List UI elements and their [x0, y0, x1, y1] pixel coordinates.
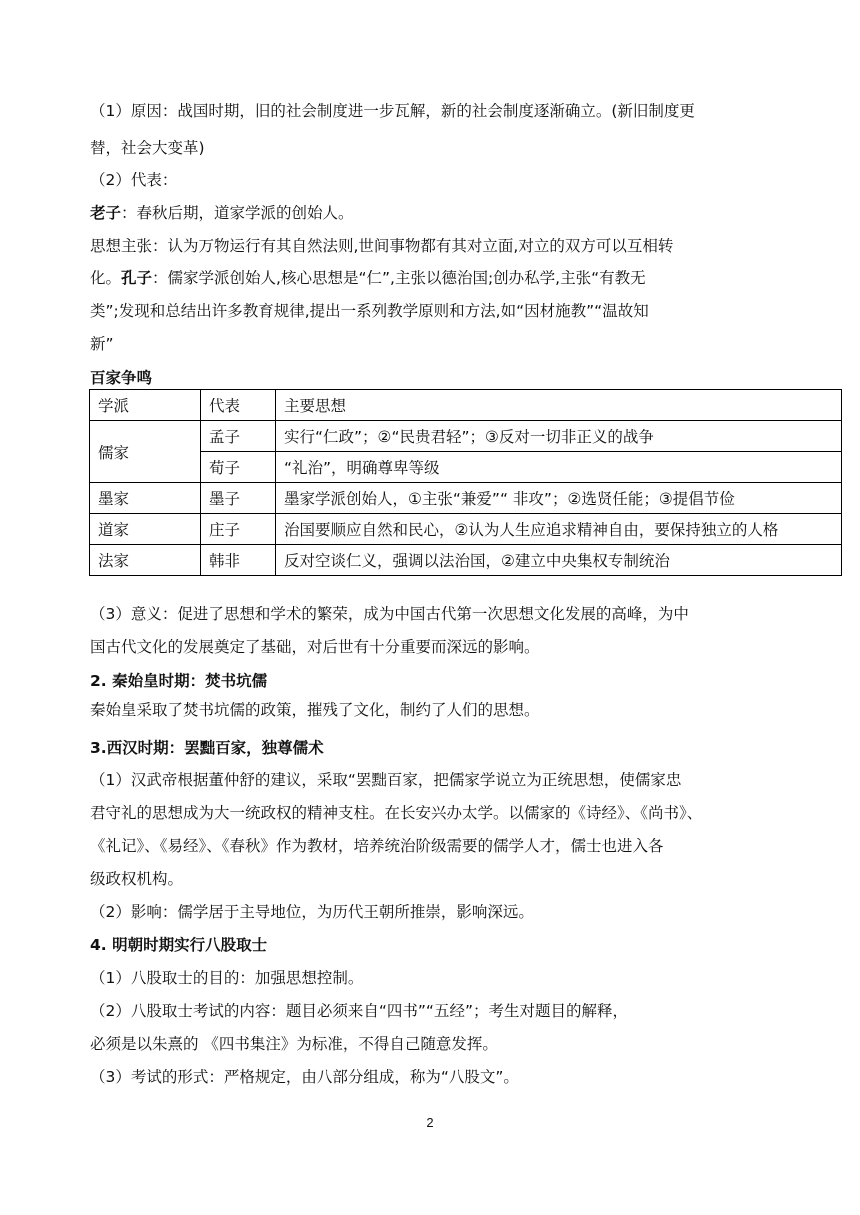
reason-line-1: （1）原因：战国时期，旧的社会制度进一步瓦解，新的社会制度逐渐确立。(新旧制度更: [90, 102, 695, 120]
schools-table: [89, 389, 842, 576]
idea-cell: “礼治”，明确尊卑等级: [276, 452, 842, 483]
laozi-text: ：春秋后期，道家学派的创始人。: [121, 204, 354, 222]
thought-line-1: 思想主张：认为万物运行有其自然法则,世间事物都有其对立面,对立的双方可以互相转: [90, 237, 674, 255]
han-heading: 3.西汉时期：罢黜百家，独尊儒术: [90, 739, 324, 757]
han-impact: （2）影响：儒学居于主导地位，为历代王朝所推崇，影响深远。: [90, 903, 534, 921]
laozi-name: 老子: [90, 204, 122, 222]
table-row: [90, 421, 842, 452]
laozi-line: [90, 203, 354, 223]
school-cell: 墨家: [90, 483, 201, 514]
thought-line-4: 新”: [90, 335, 114, 353]
idea-cell: 治国要顺应自然和民心，②认为人生应追求精神自由，要保持独立的人格: [276, 514, 842, 545]
header-school: 学派: [90, 390, 201, 421]
han-line-4: 级政权机构。: [90, 870, 184, 888]
thought-prefix: 化。: [90, 269, 122, 287]
kongzi-name: 孔子: [121, 269, 153, 287]
ming-form: （3）考试的形式：严格规定，由八部分组成，称为“八股文”。: [90, 1068, 519, 1086]
han-line-3: 《礼记》、《易经》、《春秋》作为教材，培养统治阶级需要的儒学人才，儒士也进入各: [90, 837, 664, 855]
rep-cell: 庄子: [201, 514, 276, 545]
rep-cell: 墨子: [201, 483, 276, 514]
ming-heading: 4. 明朝时期实行八股取士: [90, 936, 268, 954]
thought-line-2: [90, 268, 646, 288]
idea-cell: 反对空谈仁义，强调以法治国，②建立中央集权专制统治: [276, 545, 842, 576]
table-header-row: [90, 390, 842, 421]
idea-cell: 实行“仁政”；②“民贵君轻”；③反对一切非正义的战争: [276, 421, 842, 452]
table-row: [90, 483, 842, 514]
ming-content-1: （2）八股取士考试的内容：题目必须来自“四书”“五经”；考生对题目的解释，: [90, 1002, 628, 1020]
significance-line-1: （3）意义：促进了思想和学术的繁荣，成为中国古代第一次思想文化发展的高峰，为中: [90, 605, 689, 623]
school-cell: 儒家: [90, 421, 201, 483]
header-rep: 代表: [201, 390, 276, 421]
rep-cell: 韩非: [201, 545, 276, 576]
han-line-2: 君守礼的思想成为大一统政权的精神支柱。在长安兴办太学。以儒家的《诗经》、《尚书》、: [90, 804, 703, 822]
idea-cell: 墨家学派创始人，①主张“兼爱”“ 非攻”；②选贤任能；③提倡节俭: [276, 483, 842, 514]
qin-text: 秦始皇采取了焚书坑儒的政策，摧残了文化，制约了人们的思想。: [90, 701, 540, 719]
school-cell: 道家: [90, 514, 201, 545]
table-row: [90, 545, 842, 576]
page-number: 2: [426, 1115, 434, 1130]
school-cell: 法家: [90, 545, 201, 576]
ming-content-2: 必须是以朱熹的 《四书集注》为标准，不得自己随意发挥。: [90, 1035, 498, 1053]
qin-heading: 2. 秦始皇时期：焚书坑儒: [90, 672, 268, 690]
rep-cell: 荀子: [201, 452, 276, 483]
han-line-1: （1）汉武帝根据董仲舒的建议，采取“罢黜百家，把儒家学说立为正统思想，使儒家忠: [90, 771, 682, 789]
rep-cell: 孟子: [201, 421, 276, 452]
table-heading: 百家争鸣: [90, 369, 153, 387]
kongzi-text: ：儒家学派创始人,核心思想是“仁”,主张以德治国;创办私学,主张“有教无: [152, 269, 646, 287]
reason-line-2: 替，社会大变革): [90, 139, 205, 157]
ming-purpose: （1）八股取士的目的：加强思想控制。: [90, 969, 364, 987]
table-row: [90, 452, 842, 483]
significance-line-2: 国古代文化的发展奠定了基础，对后世有十分重要而深远的影响。: [90, 638, 540, 656]
thought-line-3: 类”;发现和总结出许多教育规律,提出一系列教学原则和方法,如“因材施教”“温故知: [90, 302, 649, 320]
table-row: [90, 514, 842, 545]
representatives-label: （2）代表：: [90, 171, 178, 189]
header-idea: 主要思想: [276, 390, 842, 421]
